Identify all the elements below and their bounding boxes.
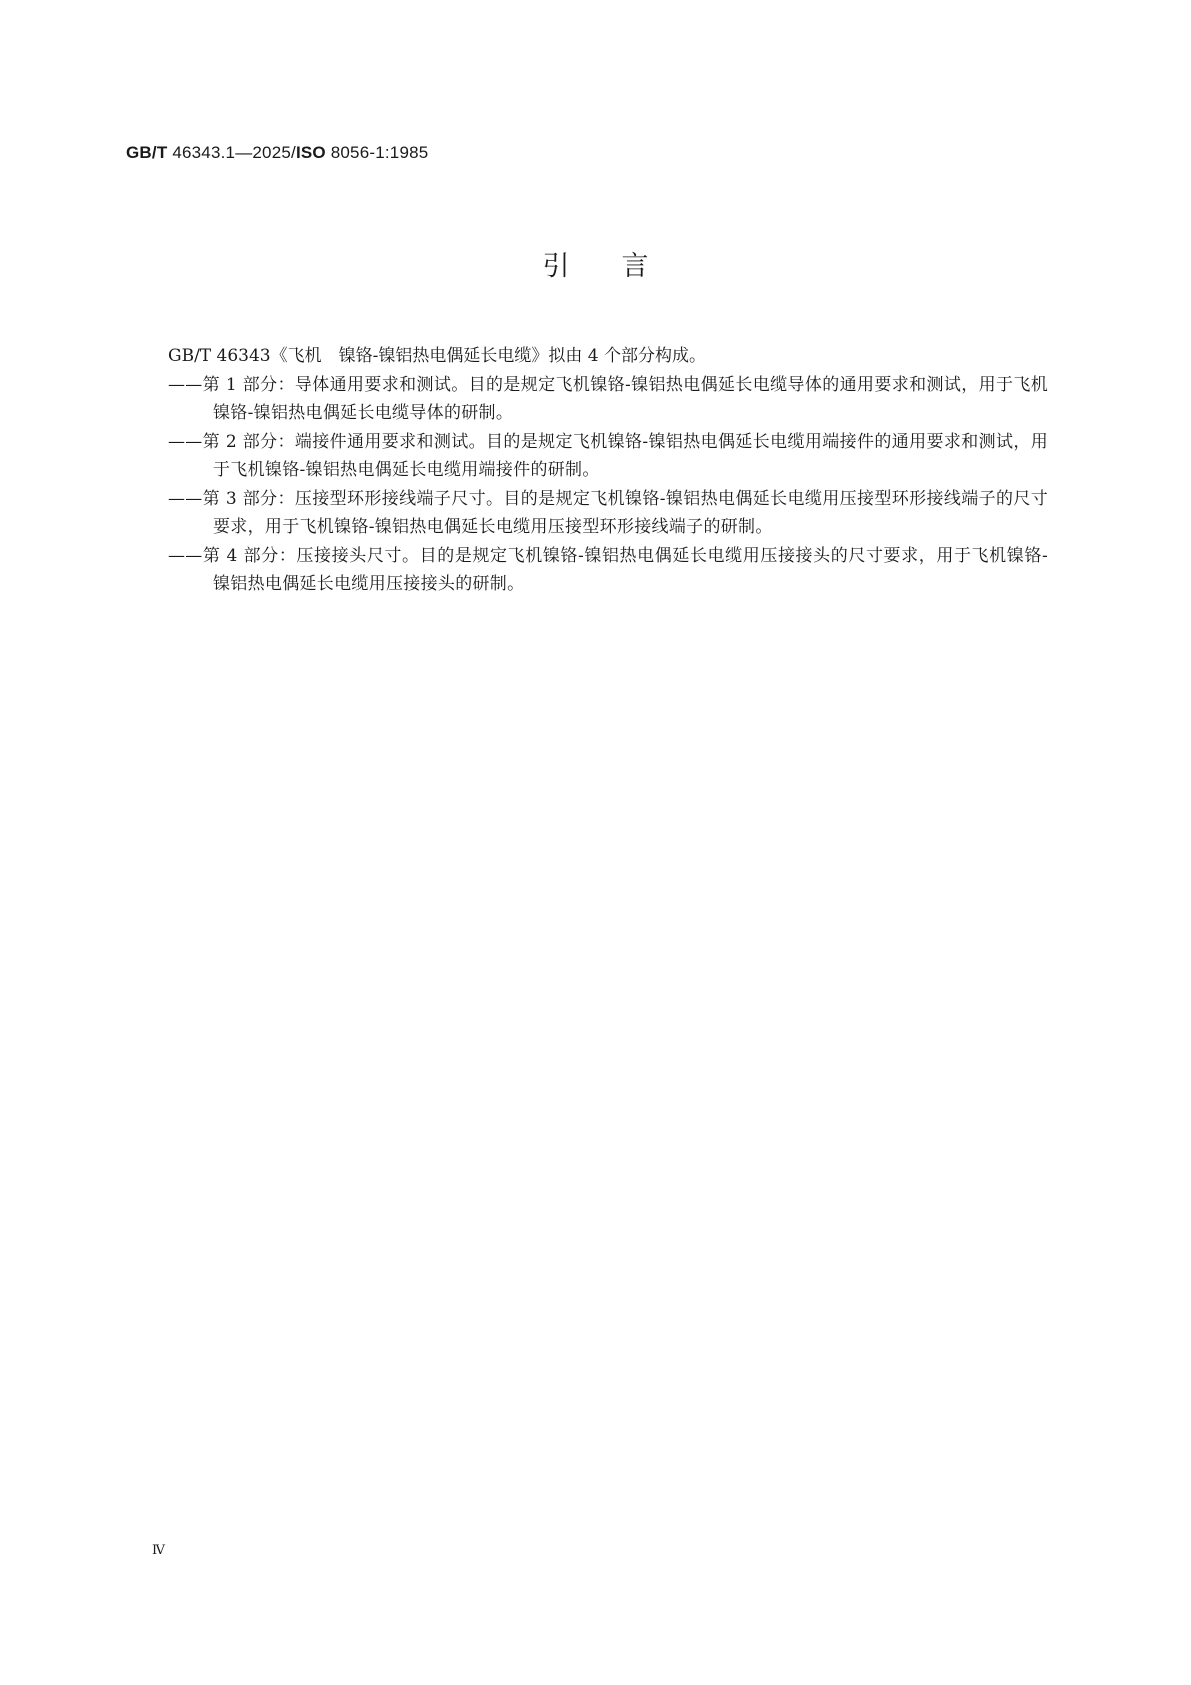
part-item-2: ——第 2 部分：端接件通用要求和测试。目的是规定飞机镍铬-镍铝热电偶延长电缆用端接件的通用要求和测试，用于飞机镍铬-镍铝热电偶延长电缆用端接件的研制。 <box>168 431 1048 480</box>
code-number: 46343.1—2025/ <box>167 143 296 162</box>
code-iso-number: 8056-1:1985 <box>325 143 429 162</box>
page-title: 引言 <box>542 251 701 282</box>
part-item-4: ——第 4 部分：压接接头尺寸。目的是规定飞机镍铬-镍铝热电偶延长电缆用压接接头的尺寸要求，用于飞机镍铬-镍铝热电偶延长电缆用压接接头的研制。 <box>168 545 1048 594</box>
document-code <box>126 143 428 163</box>
part-item-1: ——第 1 部分：导体通用要求和测试。目的是规定飞机镍铬-镍铝热电偶延长电缆导体的通用要求和测试，用于飞机镍铬-镍铝热电偶延长电缆导体的研制。 <box>168 374 1048 423</box>
code-iso-prefix: ISO <box>295 143 326 162</box>
code-prefix: GB/T <box>126 143 168 162</box>
intro-paragraph: GB/T 46343《飞机 镍铬-镍铝热电偶延长电缆》拟由 4 个部分构成。 <box>168 346 706 366</box>
part-item-3: ——第 3 部分：压接型环形接线端子尺寸。目的是规定飞机镍铬-镍铝热电偶延长电缆用压接型环形接线端子的尺寸要求，用于飞机镍铬-镍铝热电偶延长电缆用压接型环形接线端子的研制。 <box>168 488 1048 537</box>
page-number: Ⅳ <box>152 1543 165 1558</box>
parts-list <box>168 371 1048 599</box>
introduction-body <box>168 342 1048 599</box>
